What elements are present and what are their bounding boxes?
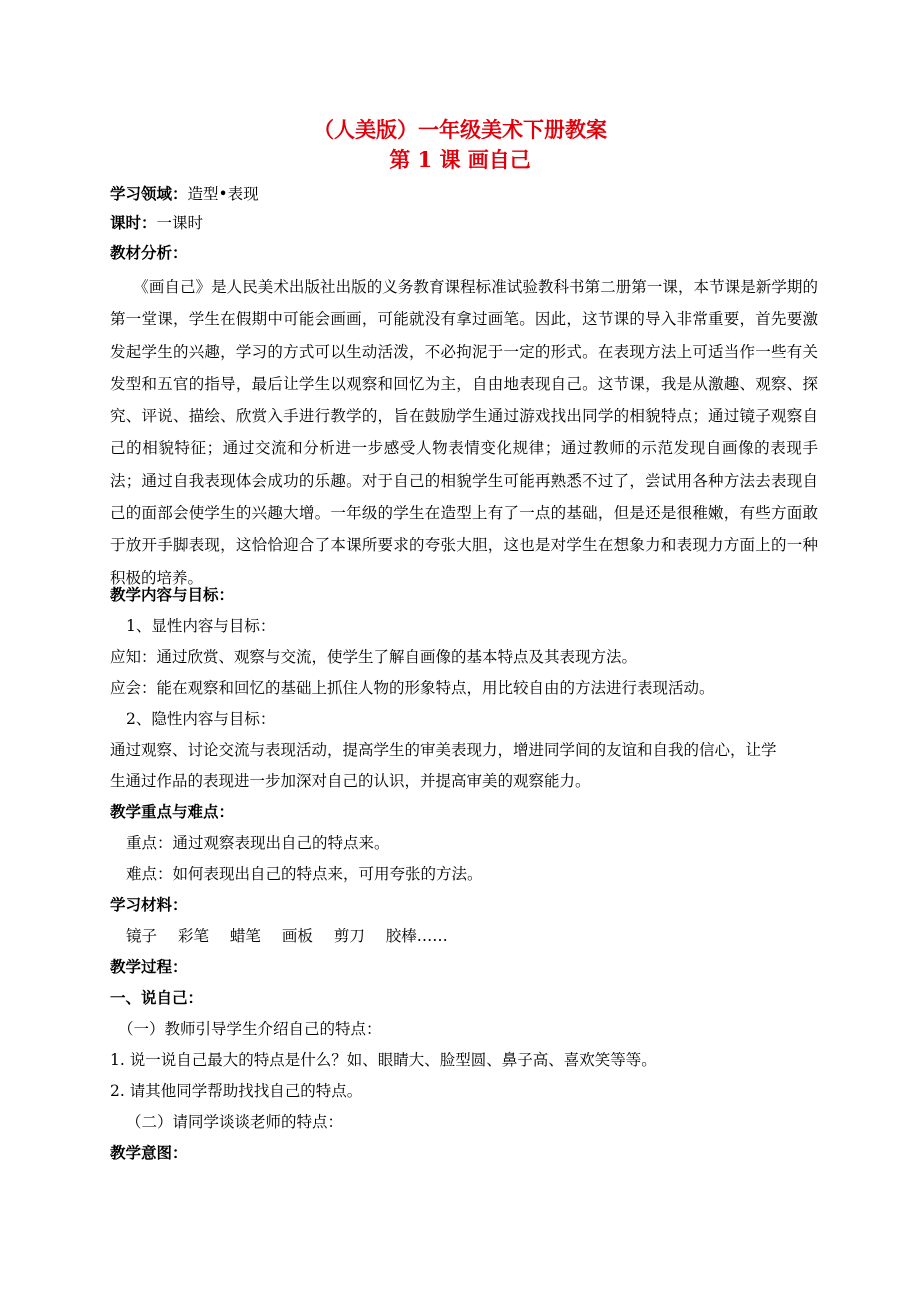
lesson-title: 第 1 课 画自己 bbox=[389, 147, 531, 172]
difficult-point: 难点：如何表现出自己的特点来，可用夸张的方法。 bbox=[126, 865, 483, 883]
goal-hidden: 2、隐性内容与目标： bbox=[126, 710, 276, 728]
material-item: 彩笔 bbox=[177, 927, 209, 945]
field-value: 造型•表现 bbox=[187, 185, 259, 203]
sub-step-1: （一）教师引导学生介绍自己的特点： bbox=[118, 1020, 382, 1038]
material-item: 画板 bbox=[281, 927, 313, 945]
key-heading: 教学重点与难点： bbox=[110, 802, 235, 821]
process-heading: 教学过程： bbox=[110, 957, 188, 976]
materials-heading: 学习材料： bbox=[110, 895, 188, 914]
field-line bbox=[110, 183, 820, 205]
goal-explicit: 1、显性内容与目标： bbox=[126, 617, 276, 635]
hours-value: 一课时 bbox=[156, 214, 204, 232]
analysis-heading: 教材分析： bbox=[110, 243, 188, 262]
hidden-line-2: 生通过作品的表现进一步加深对自己的认识，并提高审美的观察能力。 bbox=[110, 772, 591, 790]
material-item: 胶棒…… bbox=[385, 927, 448, 945]
hours-line bbox=[110, 212, 820, 234]
goal-can: 应会：能在观察和回忆的基础上抓住人物的形象特点，用比较自由的方法进行表现活动。 bbox=[110, 679, 715, 697]
intent-heading: 教学意图： bbox=[110, 1143, 188, 1162]
materials-list bbox=[126, 925, 836, 947]
document-title: （人美版）一年级美术下册教案 bbox=[313, 117, 607, 142]
key-point: 重点：通过观察表现出自己的特点来。 bbox=[126, 834, 390, 852]
list-item-2: 2. 请其他同学帮助找找自己的特点。 bbox=[110, 1082, 363, 1100]
hours-label: 课时： bbox=[110, 213, 157, 232]
sub-step-2: （二）请同学谈谈老师的特点： bbox=[126, 1113, 344, 1131]
step-1-heading: 一、说自己： bbox=[110, 988, 204, 1007]
goal-know: 应知：通过欣赏、观察与交流，使学生了解自画像的基本特点及其表现方法。 bbox=[110, 648, 638, 666]
hidden-line-1: 通过观察、讨论交流与表现活动，提高学生的审美表现力，增进同学间的友谊和自我的信心，让学 bbox=[110, 741, 777, 759]
material-item: 剪刀 bbox=[333, 927, 365, 945]
goals-heading: 教学内容与目标： bbox=[110, 585, 235, 604]
list-item-1: 1. 说一说自己最大的特点是什么？如、眼睛大、脸型圆、鼻子高、喜欢笑等等。 bbox=[110, 1051, 657, 1069]
field-label: 学习领域： bbox=[110, 184, 188, 203]
material-item: 蜡笔 bbox=[229, 927, 261, 945]
material-item: 镜子 bbox=[126, 927, 158, 945]
analysis-paragraph: 《画自己》是人民美术出版社出版的义务教育课程标准试验教科书第二册第一课，本节课是新学期的第一堂课，学生在假期中可能会画画，可能就没有拿过画笔。因此，这节课的导入非常重要，首先要激发起学生的兴趣，学习的方式可以生动活泼，不必拘泥于一定的形式。在表现方法上可适当作一些有关发型和五官的指导，最后让学生以观察和回忆为主，自由地表现自己。这节课，我是从激趣、观察、探究、评说、描绘、欣赏入手进行教学的，旨在鼓励学生通过游戏找出同学的相貌特点；通过镜子观察自己的相貌特征；通过交流和分析进一步感受人物表情变化规律；通过教师的示范发现自画像的表现手法；通过自我表现体会成功的乐趣。对于自己的相貌学生可能再熟悉不过了，尝试用各种方法去表现自己的面部会使学生的兴趣大增。一年级的学生在造型上有了一点的基础，但是还是很稚嫩，有些方面敢于放开手脚表现，这恰恰迎合了本课所要求的夸张大胆，这也是对学生在想象力和表现力方面上的一种积极的培养。 bbox=[110, 278, 818, 587]
